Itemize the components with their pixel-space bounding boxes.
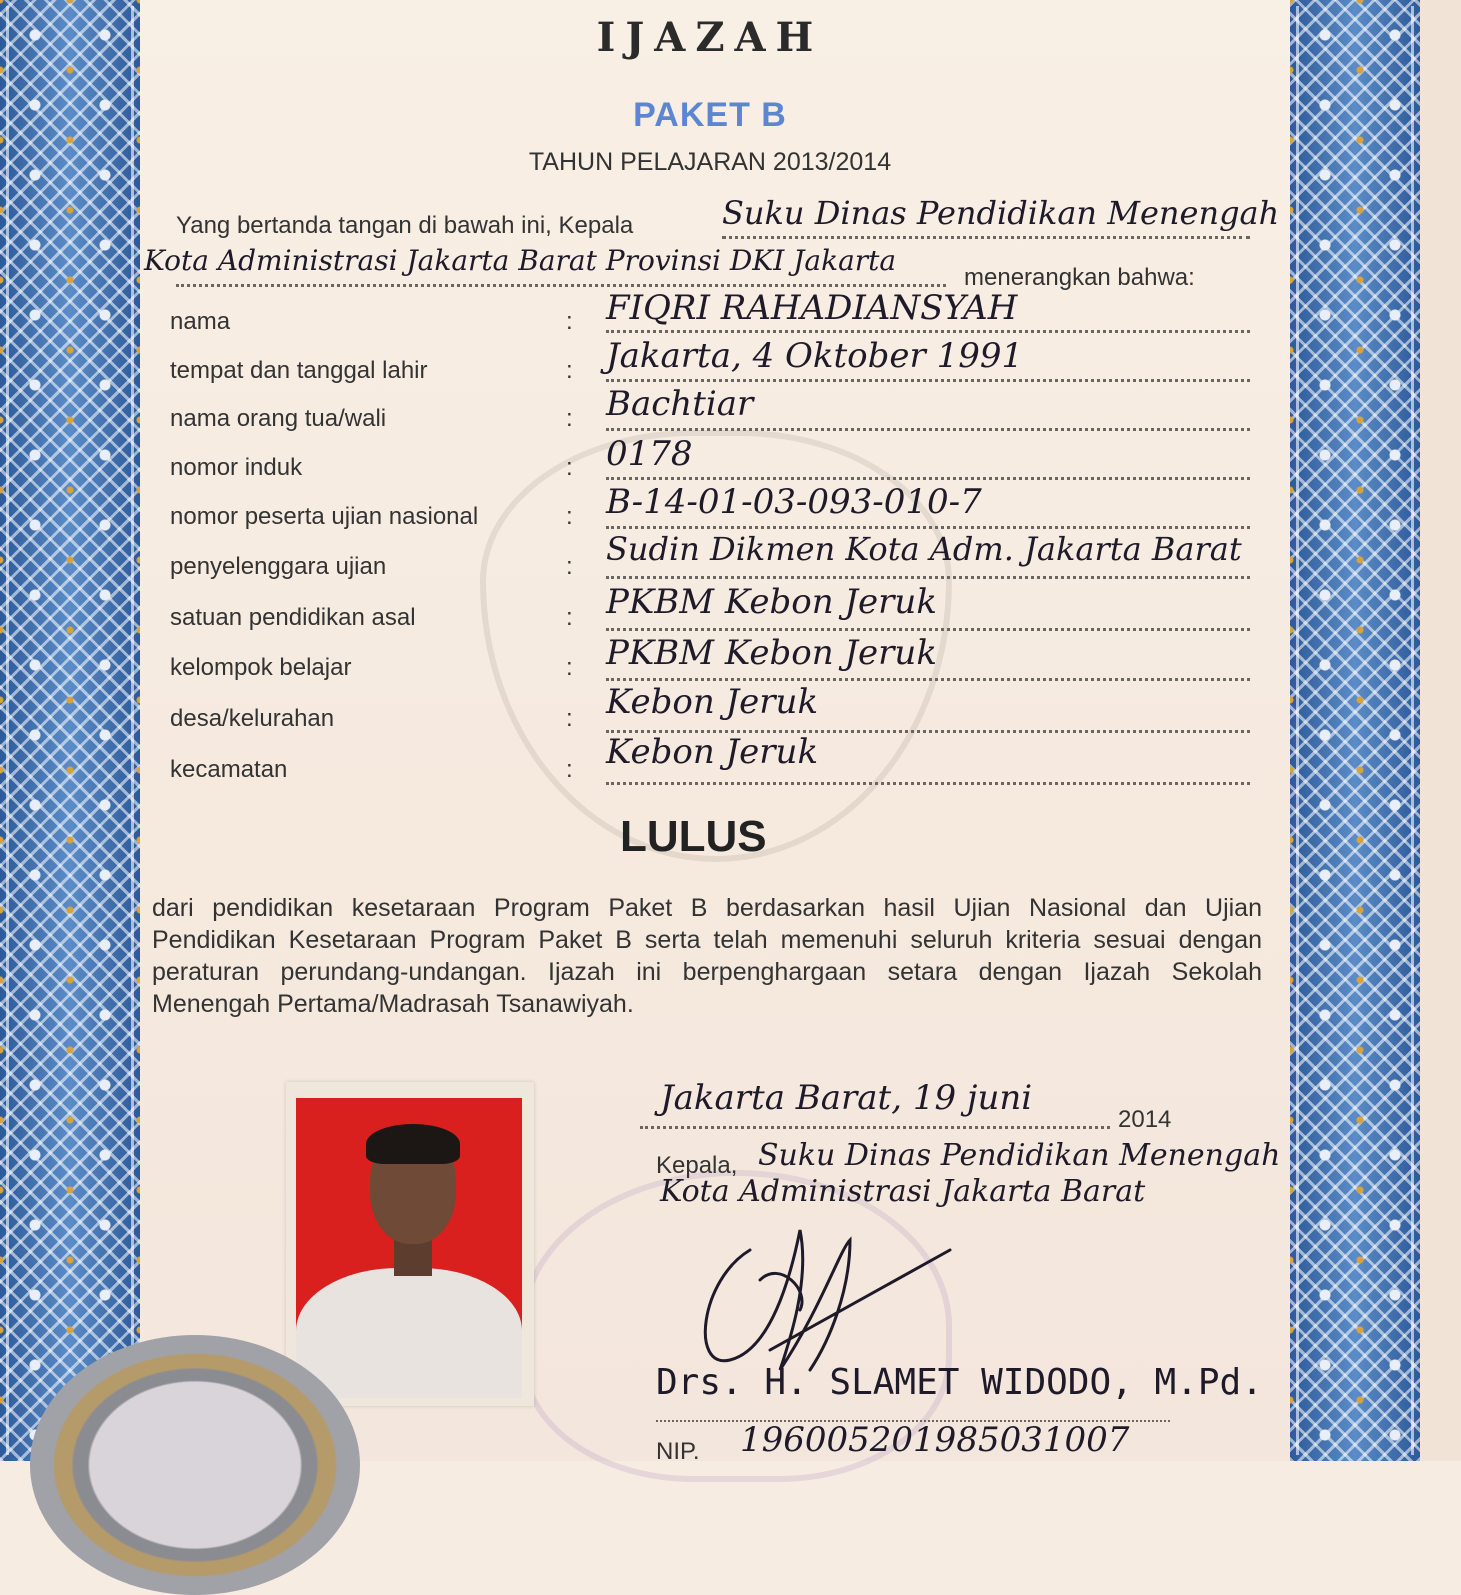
issue-year: 2014 [1118, 1106, 1172, 1133]
field-label-orang-tua: nama orang tua/wali [170, 405, 387, 432]
field-colon: : [566, 553, 573, 580]
intro-line2-dotted-rule [176, 284, 946, 287]
intro-line1-dotted-rule [722, 236, 1250, 239]
nip-label: NIP. [656, 1438, 700, 1465]
intro-handwritten-line2: Kota Administrasi Jakarta Barat Provinsi DKI Jakarta [144, 244, 897, 277]
field-label-nama: nama [170, 308, 231, 335]
graduation-status: LULUS [620, 812, 767, 861]
field-dotted-rule [606, 330, 1250, 333]
field-value-penyelenggara: Sudin Dikmen Kota Adm. Jakarta Barat [606, 530, 1242, 568]
academic-year: TAHUN PELAJARAN 2013/2014 [528, 148, 892, 176]
field-dotted-rule [606, 782, 1250, 785]
issue-place-date: Jakarta Barat, 19 juni [660, 1078, 1033, 1118]
field-dotted-rule [606, 526, 1250, 529]
field-dotted-rule [606, 576, 1250, 579]
field-value-tempat-tanggal-lahir: Jakarta, 4 Oktober 1991 [606, 336, 1024, 376]
field-value-nomor-induk: 0178 [606, 434, 693, 474]
issue-date-dotted-rule [640, 1126, 1110, 1129]
field-value-nama: FIQRI RAHADIANSYAH [606, 288, 1018, 328]
field-label-nomor-peserta: nomor peserta ujian nasional [170, 503, 479, 530]
field-label-desa-kelurahan: desa/kelurahan [170, 705, 335, 732]
student-photo [296, 1098, 522, 1398]
field-colon: : [566, 654, 573, 681]
field-label-satuan-pendidikan: satuan pendidikan asal [170, 604, 416, 631]
field-colon: : [566, 503, 573, 530]
signatory-name: Drs. H. SLAMET WIDODO, M.Pd. [656, 1362, 1263, 1403]
field-label-tempat-tanggal-lahir: tempat dan tanggal lahir [170, 357, 428, 384]
field-value-kelompok-belajar: PKBM Kebon Jeruk [606, 633, 937, 673]
field-colon: : [566, 405, 573, 432]
field-label-kecamatan: kecamatan [170, 756, 288, 783]
left-ornamental-border [0, 0, 140, 1461]
field-label-nomor-induk: nomor induk [170, 454, 303, 481]
field-value-desa-kelurahan: Kebon Jeruk [606, 682, 819, 722]
embossed-seal [30, 1335, 360, 1595]
paper-edge [1420, 0, 1461, 1461]
field-value-orang-tua: Bachtiar [606, 384, 754, 424]
photo-shirt [296, 1268, 522, 1398]
field-colon: : [566, 308, 573, 335]
field-dotted-rule [606, 628, 1250, 631]
field-value-kecamatan: Kebon Jeruk [606, 732, 819, 772]
program-name: PAKET B [633, 96, 787, 134]
office-line2: Kota Administrasi Jakarta Barat [660, 1174, 1146, 1209]
field-colon: : [566, 604, 573, 631]
field-colon: : [566, 357, 573, 384]
photo-frame [286, 1082, 534, 1406]
right-ornamental-border [1290, 0, 1420, 1461]
certificate-title: IJAZAH [596, 14, 824, 61]
field-dotted-rule [606, 678, 1250, 681]
intro-printed-suffix: menerangkan bahwa: [964, 264, 1195, 291]
intro-handwritten-line1: Suku Dinas Pendidikan Menengah [722, 194, 1280, 232]
intro-printed-prefix: Yang bertanda tangan di bawah ini, Kepala [176, 212, 634, 239]
kepala-label: Kepala, [656, 1152, 738, 1179]
field-dotted-rule [606, 379, 1250, 382]
field-dotted-rule [606, 428, 1250, 431]
field-value-satuan-pendidikan: PKBM Kebon Jeruk [606, 582, 937, 622]
photo-hair [366, 1124, 460, 1164]
field-value-nomor-peserta: B-14-01-03-093-010-7 [606, 482, 982, 522]
office-line1: Suku Dinas Pendidikan Menengah [758, 1138, 1281, 1173]
field-label-kelompok-belajar: kelompok belajar [170, 654, 352, 681]
field-colon: : [566, 705, 573, 732]
equivalence-statement: dari pendidikan kesetaraan Program Paket B berdasarkan hasil Ujian Nasional dan Ujian Pendidikan Kesetaraan Program Paket B serta telah memenuhi seluruh kriteria sesuai dengan peraturan perundang-undangan. Ijazah ini berpenghargaan setara dengan Ijazah Sekolah Menengah Pertama/Madrasah Tsanawiyah. [152, 894, 1262, 1018]
field-colon: : [566, 454, 573, 481]
field-dotted-rule [606, 477, 1250, 480]
field-colon: : [566, 756, 573, 783]
field-label-penyelenggara: penyelenggara ujian [170, 553, 387, 580]
nip-value: 196005201985031007 [740, 1420, 1130, 1460]
